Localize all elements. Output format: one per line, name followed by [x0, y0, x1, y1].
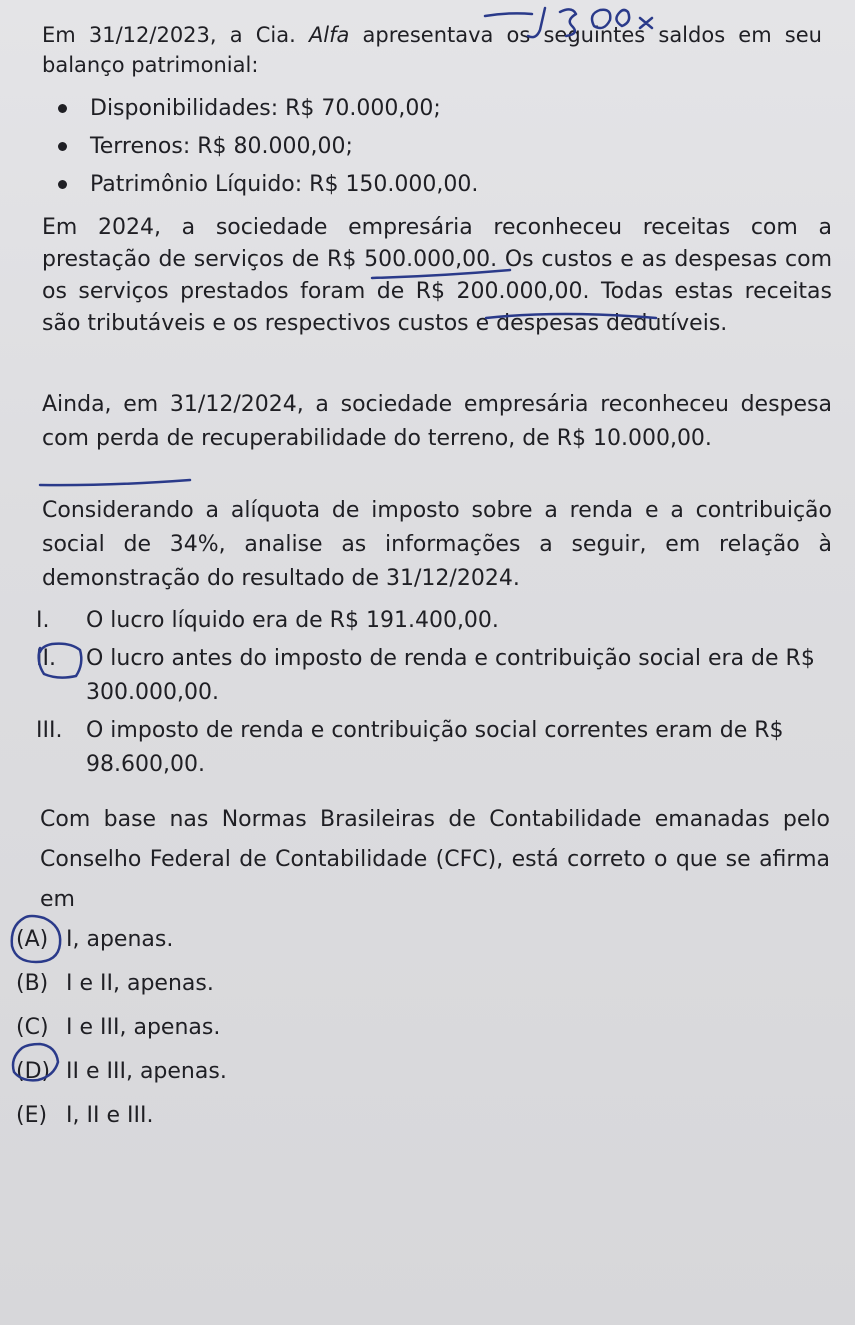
balance-item-patrimonio: Patrimônio Líquido: R$ 150.000,00.: [48, 166, 838, 204]
balance-list: [48, 90, 838, 204]
statement-i: [36, 604, 836, 638]
statement-ii: [36, 642, 836, 710]
statement-iii: [36, 714, 836, 782]
option-letter: (B): [16, 971, 49, 996]
statement-number: I.: [36, 608, 50, 633]
option-b[interactable]: [16, 962, 806, 1006]
tax-rate-paragraph: Considerando a alíquota de imposto sobre a renda e a contribuição social de 34%, analise as informações a seguir, em relação à demonstração do resultado de 31/12/2024.: [42, 498, 832, 591]
underline-impairment: [40, 480, 190, 485]
option-text: I, apenas.: [66, 927, 174, 952]
option-letter: (A): [16, 927, 49, 952]
impairment-paragraph: Ainda, em 31/12/2024, a sociedade empresária reconheceu despesa com perda de recuperabilidade do terreno, de R$ 10.000,00.: [42, 392, 832, 451]
statement-number: III.: [36, 718, 63, 743]
question-prompt: Com base nas Normas Brasileiras de Contabilidade emanadas pelo Conselho Federal de Contabilidade (CFC), está correto o que se afirma em: [40, 807, 830, 912]
option-text: II e III, apenas.: [66, 1059, 227, 1084]
intro-text-pre: Em 31/12/2023, a Cia.: [42, 23, 309, 47]
statement-text: O lucro líquido era de R$ 191.400,00.: [86, 608, 499, 633]
statement-text: O lucro antes do imposto de renda e contribuição social era de R$ 300.000,00.: [86, 646, 815, 705]
answer-options: [16, 918, 806, 1138]
option-letter: (C): [16, 1015, 49, 1040]
intro-paragraph: [42, 20, 822, 80]
statement-number: II.: [36, 646, 56, 671]
revenue-paragraph: Em 2024, a sociedade empresária reconheceu receitas com a prestação de serviços de R$ 500.000,00. Os custos e as despesas com os serviços prestados foram de R$ 200.000,00. Todas estas receitas são tributáveis e os respectivos custos e despesas dedutíveis.: [42, 215, 832, 336]
option-text: I, II e III.: [66, 1103, 154, 1128]
intro-text-post: apresentava os seguintes saldos em seu balanço patrimonial:: [42, 23, 822, 77]
option-text: I e II, apenas.: [66, 971, 214, 996]
option-c[interactable]: [16, 1006, 806, 1050]
option-d[interactable]: [16, 1050, 806, 1094]
balance-item-terrenos: Terrenos: R$ 80.000,00;: [48, 128, 838, 166]
option-a[interactable]: [16, 918, 806, 962]
option-letter: (D): [16, 1059, 51, 1084]
option-letter: (E): [16, 1103, 48, 1128]
statement-list: [36, 604, 836, 786]
balance-item-disponibilidades: Disponibilidades: R$ 70.000,00;: [48, 90, 838, 128]
company-name: Alfa: [308, 23, 350, 47]
option-e[interactable]: [16, 1094, 806, 1138]
statement-text: O imposto de renda e contribuição social correntes eram de R$ 98.600,00.: [86, 718, 784, 777]
option-text: I e III, apenas.: [66, 1015, 221, 1040]
